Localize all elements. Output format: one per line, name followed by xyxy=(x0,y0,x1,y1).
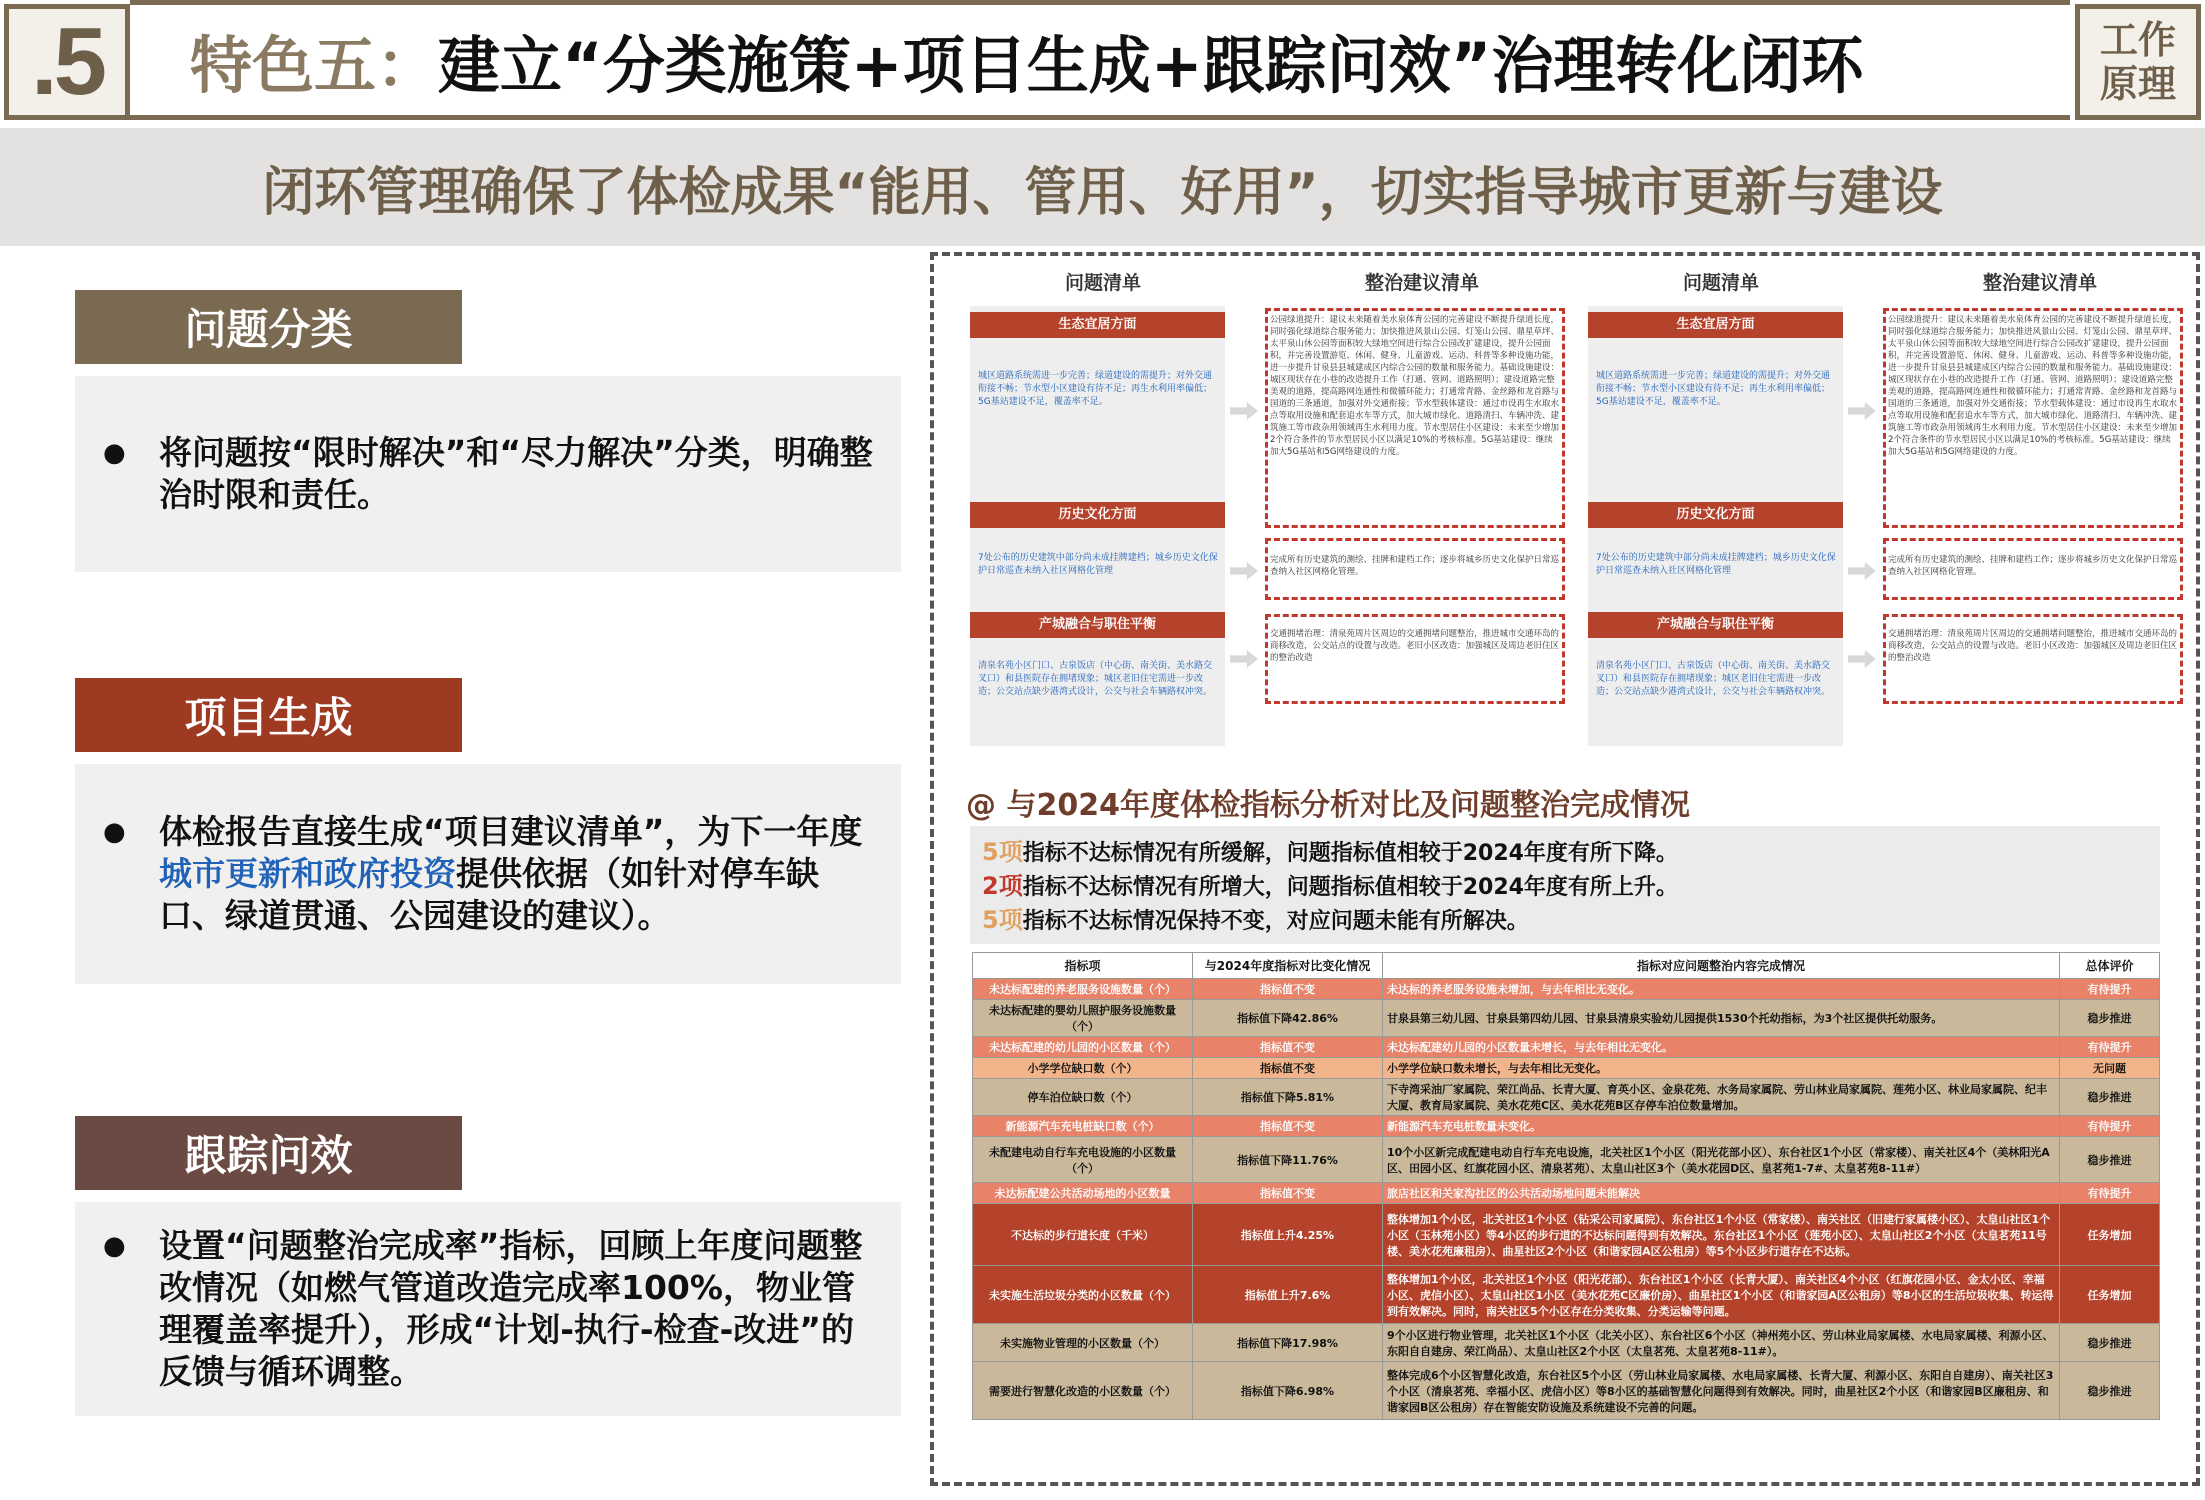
table-header: 总体评价 xyxy=(2060,953,2160,979)
table-cell-change: 指标值不变 xyxy=(1193,979,1383,1000)
table-cell-change: 指标值不变 xyxy=(1193,1116,1383,1137)
table-cell-detail: 未达标配建幼儿园的小区数量未增长，与去年相比无变化。 xyxy=(1383,1037,2060,1058)
category-bar: 历史文化方面 xyxy=(970,502,1225,528)
table-cell-detail: 整体增加1个小区，北关社区1个小区（钻采公司家属院）、东台社区1个小区（常家楼）、南关社区（旧建行家属楼小区）、太皇山社区1个小区（玉林苑小区）等4小区的步行道的不达标问题得到有效解决。东台社区1个小区（莲苑小区）、太皇山社区2个小区（太皇茗苑11号楼、美水花苑廉租房）、曲星社区2个小区（和谐家园A区公租房）等5个小区步行道存在不达标。 xyxy=(1383,1204,2060,1266)
rec-text: 公园绿道提升：建议未来随着美水泉体育公园的完善建设不断提升绿道长度，同时强化绿道综合服务能力；加快推进风景山公园、灯笼山公园、鼎星草坪、太平泉山休公园等面积较大绿地空间进行综合公园改扩建建设，提升公园面积，并完善设置游览、休闲、健身、儿童游戏、运动、科普等多种设施功能，进一步提升甘泉县县城建成区内综合公园的数量和服务能力。基础设施建设：城区现状存在小巷的改造提升工作（打通、管网、道路照明）；建设道路完整美观的道路，提高路网连通性和微循环能力；打通常青路、金丝路和龙首路与国道的三条通道，加强对外交通衔接；节水型载体建设：通过市设再生水取水点等取用设施和配套追水车等方式，加大城市绿化、道路清扫、车辆冲洗、建筑施工等市政杂用领域再生水利用力度。节水型居住小区建设：未来至少增加2个符合条件的节水型居民小区以满足10%的考核标准。5G基站建设：继续加大5G基站和5G网络建设的力度。 xyxy=(1270,315,1560,457)
section-body-track xyxy=(75,1202,901,1416)
table-row xyxy=(973,1079,2160,1116)
issue-list-panel-1 xyxy=(940,262,1560,752)
table-cell-eval: 有待提升 xyxy=(2060,1183,2160,1204)
comparison-title: @ 与2024年度体检指标分析对比及问题整治完成情况 xyxy=(966,788,1690,823)
table-cell-detail: 整体增加1个小区，北关社区1个小区（阳光花部）、东台社区1个小区（长青大厦）、南关社区4个小区（红旗花园小区、金太小区、幸福小区、虎信小区）、太皇山社区1小区（美水花苑C区廉价房）、曲星社区1个小区（和谐家园A区公租房）等8小区的生活垃圾收集、转运得到有效解决。同时，南关社区5个小区存在分类收集、分类运输等问题。 xyxy=(1383,1266,2060,1324)
issue-text: 清泉名苑小区门口、古泉饭店（中心街、南关街、美水路交叉口）和县医院存在拥堵现象；城区老旧住宅需进一步改造；公交站点缺少港湾式设计，公交与社会车辆路权冲突。 xyxy=(1596,661,1831,697)
category-tag xyxy=(2075,4,2201,120)
table-cell-change: 指标值下降6.98% xyxy=(1193,1362,1383,1420)
section-heading-classify: 问题分类 xyxy=(75,290,462,364)
table-cell-eval: 稳步推进 xyxy=(2060,1000,2160,1037)
section-body-project xyxy=(75,764,901,984)
summary-line: 5项指标不达标情况保持不变，对应问题未能有所解决。 xyxy=(982,906,1529,934)
table-cell-change: 指标值下降11.76% xyxy=(1193,1137,1383,1183)
table-cell-item: 未配建电动自行车充电设施的小区数量（个） xyxy=(973,1137,1193,1183)
issue-text: 7处公布的历史建筑中部分尚未成挂牌建档；城乡历史文化保护日常巡查未纳入社区网格化管理 xyxy=(1596,553,1836,576)
comparison-summary xyxy=(970,826,2160,944)
issue-text: 城区道路系统需进一步完善；绿道建设的需提升；对外交通衔接不畅；节水型小区建设有待不足；再生水利用率偏低；5G基站建设不足，覆盖率不足。 xyxy=(978,371,1213,407)
bullet-text: ● 体检报告直接生成“项目建议清单”，为下一年度城市更新和政府投资提供依据（如针对停车缺口、绿道贯通、公园建设的建议）。 xyxy=(103,811,881,937)
table-row xyxy=(973,1183,2160,1204)
arrow-right-icon xyxy=(1230,402,1258,420)
table-row xyxy=(973,979,2160,1000)
section-number: .5 xyxy=(30,8,104,115)
table-cell-item: 未实施生活垃圾分类的小区数量（个） xyxy=(973,1266,1193,1324)
table-cell-eval: 无问题 xyxy=(2060,1058,2160,1079)
title-prefix: 特色五： xyxy=(190,28,439,102)
category-bar: 生态宜居方面 xyxy=(1588,312,1843,338)
table-cell-eval: 有待提升 xyxy=(2060,979,2160,1000)
table-cell-change: 指标值不变 xyxy=(1193,1037,1383,1058)
table-cell-item: 未达标配建的婴幼儿照护服务设施数量（个） xyxy=(973,1000,1193,1037)
category-bar: 产城融合与职住平衡 xyxy=(970,612,1225,638)
col-heading-recs: 整治建议清单 xyxy=(1365,272,1480,294)
table-header: 指标对应问题整治内容完成情况 xyxy=(1383,953,2060,979)
table-cell-detail: 未达标的养老服务设施未增加，与去年相比无变化。 xyxy=(1383,979,2060,1000)
issue-text: 7处公布的历史建筑中部分尚未成挂牌建档；城乡历史文化保护日常巡查未纳入社区网格化管理 xyxy=(978,553,1218,576)
arrow-right-icon xyxy=(1848,650,1876,668)
subtitle: 闭环管理确保了体检成果“能用、管用、好用”，切实指导城市更新与建设 xyxy=(262,162,1943,223)
tag-line-1: 工作 xyxy=(2099,18,2176,62)
subtitle-bar xyxy=(0,128,2205,246)
table-cell-change: 指标值下降5.81% xyxy=(1193,1079,1383,1116)
table-cell-eval: 稳步推进 xyxy=(2060,1324,2160,1362)
table-header: 与2024年度指标对比变化情况 xyxy=(1193,953,1383,979)
header xyxy=(0,0,2205,128)
arrow-right-icon xyxy=(1848,562,1876,580)
table-row xyxy=(973,1116,2160,1137)
table-cell-detail: 下寺湾采油厂家属院、荣江尚品、长青大厦、育英小区、金泉花苑、水务局家属院、劳山林业局家属院、莲苑小区、林业局家属院、纪丰大厦、教育局家属院、美水花苑C区、美水花苑B区存停车泊位数量增加。 xyxy=(1383,1079,2060,1116)
issue-list-panel-2 xyxy=(1558,262,2178,752)
rec-text: 完成所有历史建筑的测绘、挂牌和建档工作；逐步将城乡历史文化保护日常巡查纳入社区网格化管理。 xyxy=(1270,555,1560,577)
rec-text: 交通拥堵治理：清泉苑周片区周边的交通拥堵问题整治，推进城市交通环岛的商移改造，公交站点的设置与改造。老旧小区改造：加强城区及周边老旧住区的整治改造 xyxy=(1888,629,2178,663)
highlight-text: 城市更新和政府投资 xyxy=(159,854,456,893)
table-row xyxy=(973,1362,2160,1420)
table-cell-item: 未达标配建的养老服务设施数量（个） xyxy=(973,979,1193,1000)
table-cell-item: 新能源汽车充电桩缺口数（个） xyxy=(973,1116,1193,1137)
arrow-right-icon xyxy=(1230,650,1258,668)
table-cell-change: 指标值不变 xyxy=(1193,1183,1383,1204)
table-row xyxy=(973,1000,2160,1037)
table-cell-eval: 稳步推进 xyxy=(2060,1362,2160,1420)
table-cell-eval: 稳步推进 xyxy=(2060,1079,2160,1116)
table-row xyxy=(973,1266,2160,1324)
table-cell-eval: 任务增加 xyxy=(2060,1204,2160,1266)
table-cell-detail: 旅店社区和关家沟社区的公共活动场地问题未能解决 xyxy=(1383,1183,2060,1204)
title-main: 建立“分类施策+项目生成+跟踪问效”治理转化闭环 xyxy=(438,28,1864,102)
table-cell-detail: 整体完成6个小区智慧化改造，东台社区5个小区（劳山林业局家属楼、水电局家属楼、长青大厦、利源小区、东阳自自建房）、南关社区3个小区（清泉茗苑、幸福小区、虎信小区）等8小区的基础智慧化问题得到有效解决。同时，曲星社区2个小区（和谐家园B区廉租房、和谐家园B区公租房）存在智能安防设施及系统建设不完善的问题。 xyxy=(1383,1362,2060,1420)
table-row xyxy=(973,1037,2160,1058)
category-bar: 产城融合与职住平衡 xyxy=(1588,612,1843,638)
summary-line: 5项指标不达标情况有所缓解，问题指标值相较于2024年度有所下降。 xyxy=(982,838,1678,866)
table-cell-item: 小学学位缺口数（个） xyxy=(973,1058,1193,1079)
section-heading-track: 跟踪问效 xyxy=(75,1116,462,1190)
table-cell-change: 指标值上升4.25% xyxy=(1193,1204,1383,1266)
table-cell-eval: 有待提升 xyxy=(2060,1037,2160,1058)
category-bar: 生态宜居方面 xyxy=(970,312,1225,338)
summary-line: 2项指标不达标情况有所增大，问题指标值相较于2024年度有所上升。 xyxy=(982,872,1678,900)
table-row xyxy=(973,1204,2160,1266)
table-cell-eval: 稳步推进 xyxy=(2060,1137,2160,1183)
indicator-table xyxy=(972,952,2160,1420)
table-cell-item: 不达标的步行道长度（千米） xyxy=(973,1204,1193,1266)
arrow-right-icon xyxy=(1230,562,1258,580)
issue-text: 清泉名苑小区门口、古泉饭店（中心街、南关街、美水路交叉口）和县医院存在拥堵现象；城区老旧住宅需进一步改造；公交站点缺少港湾式设计，公交与社会车辆路权冲突。 xyxy=(978,661,1213,697)
rec-text: 完成所有历史建筑的测绘、挂牌和建档工作；逐步将城乡历史文化保护日常巡查纳入社区网格化管理。 xyxy=(1888,555,2178,577)
table-cell-item: 停车泊位缺口数（个） xyxy=(973,1079,1193,1116)
page-title xyxy=(130,0,2070,120)
table-row xyxy=(973,1137,2160,1183)
col-heading-issues: 问题清单 xyxy=(1683,272,1760,294)
table-cell-detail: 10个小区新完成配建电动自行车充电设施，北关社区1个小区（阳光花部小区）、东台社区1个小区（常家楼）、南关社区4个（美林阳光A区、田园小区、红旗花园小区、清泉茗苑）、太皇山社区3个（美水花园D区、皇茗苑1-7#、太皇茗苑8-11#） xyxy=(1383,1137,2060,1183)
table-row xyxy=(973,1058,2160,1079)
table-cell-item: 未达标配建公共活动场地的小区数量 xyxy=(973,1183,1193,1204)
table-cell-detail: 9个小区进行物业管理，北关社区1个小区（北关小区）、东台社区6个小区（神州苑小区、劳山林业局家属楼、水电局家属楼、利源小区、东阳自自建房、荣江尚品）、太皇山社区2个小区（太皇茗苑、太皇茗苑8-11#）。 xyxy=(1383,1324,2060,1362)
table-cell-detail: 小学学位缺口数未增长，与去年相比无变化。 xyxy=(1383,1058,2060,1079)
table-cell-item: 需要进行智慧化改造的小区数量（个） xyxy=(973,1362,1193,1420)
tag-line-2: 原理 xyxy=(2099,62,2176,106)
table-cell-eval: 任务增加 xyxy=(2060,1266,2160,1324)
table-cell-item: 未达标配建的幼儿园的小区数量（个） xyxy=(973,1037,1193,1058)
bullet-text: ● 设置“问题整治完成率”指标，回顾上年度问题整改情况（如燃气管道改造完成率100%，物业管理覆盖率提升），形成“计划-执行-检查-改进”的反馈与循环调整。 xyxy=(103,1225,881,1393)
table-row xyxy=(973,1324,2160,1362)
table-cell-change: 指标值下降17.98% xyxy=(1193,1324,1383,1362)
col-heading-recs: 整治建议清单 xyxy=(1983,272,2098,294)
arrow-right-icon xyxy=(1848,402,1876,420)
table-cell-detail: 新能源汽车充电桩数量未变化。 xyxy=(1383,1116,2060,1137)
bullet-text: ● 将问题按“限时解决”和“尽力解决”分类，明确整治时限和责任。 xyxy=(103,432,881,516)
table-cell-change: 指标值下降42.86% xyxy=(1193,1000,1383,1037)
table-cell-eval: 有待提升 xyxy=(2060,1116,2160,1137)
section-body-classify xyxy=(75,376,901,572)
issue-text: 城区道路系统需进一步完善；绿道建设的需提升；对外交通衔接不畅；节水型小区建设有待不足；再生水利用率偏低；5G基站建设不足，覆盖率不足。 xyxy=(1596,371,1831,407)
category-bar: 历史文化方面 xyxy=(1588,502,1843,528)
col-heading-issues: 问题清单 xyxy=(1065,272,1142,294)
rec-text: 公园绿道提升：建议未来随着美水泉体育公园的完善建设不断提升绿道长度，同时强化绿道综合服务能力；加快推进风景山公园、灯笼山公园、鼎星草坪、太平泉山休公园等面积较大绿地空间进行综合公园改扩建建设，提升公园面积，并完善设置游览、休闲、健身、儿童游戏、运动、科普等多种设施功能，进一步提升甘泉县县城建成区内综合公园的数量和服务能力。基础设施建设：城区现状存在小巷的改造提升工作（打通、管网、道路照明）；建设道路完整美观的道路，提高路网连通性和微循环能力；打通常青路、金丝路和龙首路与国道的三条通道，加强对外交通衔接；节水型载体建设：通过市设再生水取水点等取用设施和配套追水车等方式，加大城市绿化、道路清扫、车辆冲洗、建筑施工等市政杂用领域再生水利用力度。节水型居住小区建设：未来至少增加2个符合条件的节水型居民小区以满足10%的考核标准。5G基站建设：继续加大5G基站和5G网络建设的力度。 xyxy=(1888,315,2178,457)
table-cell-change: 指标值上升7.6% xyxy=(1193,1266,1383,1324)
table-cell-detail: 甘泉县第三幼儿园、甘泉县第四幼儿园、甘泉县清泉实验幼儿园提供1530个托幼指标，为3个社区提供托幼服务。 xyxy=(1383,1000,2060,1037)
table-cell-item: 未实施物业管理的小区数量（个） xyxy=(973,1324,1193,1362)
section-number-badge xyxy=(4,4,130,120)
section-heading-project: 项目生成 xyxy=(75,678,462,752)
rec-text: 交通拥堵治理：清泉苑周片区周边的交通拥堵问题整治，推进城市交通环岛的商移改造，公交站点的设置与改造。老旧小区改造：加强城区及周边老旧住区的整治改造 xyxy=(1270,629,1560,663)
table-cell-change: 指标值不变 xyxy=(1193,1058,1383,1079)
table-header: 指标项 xyxy=(973,953,1193,979)
